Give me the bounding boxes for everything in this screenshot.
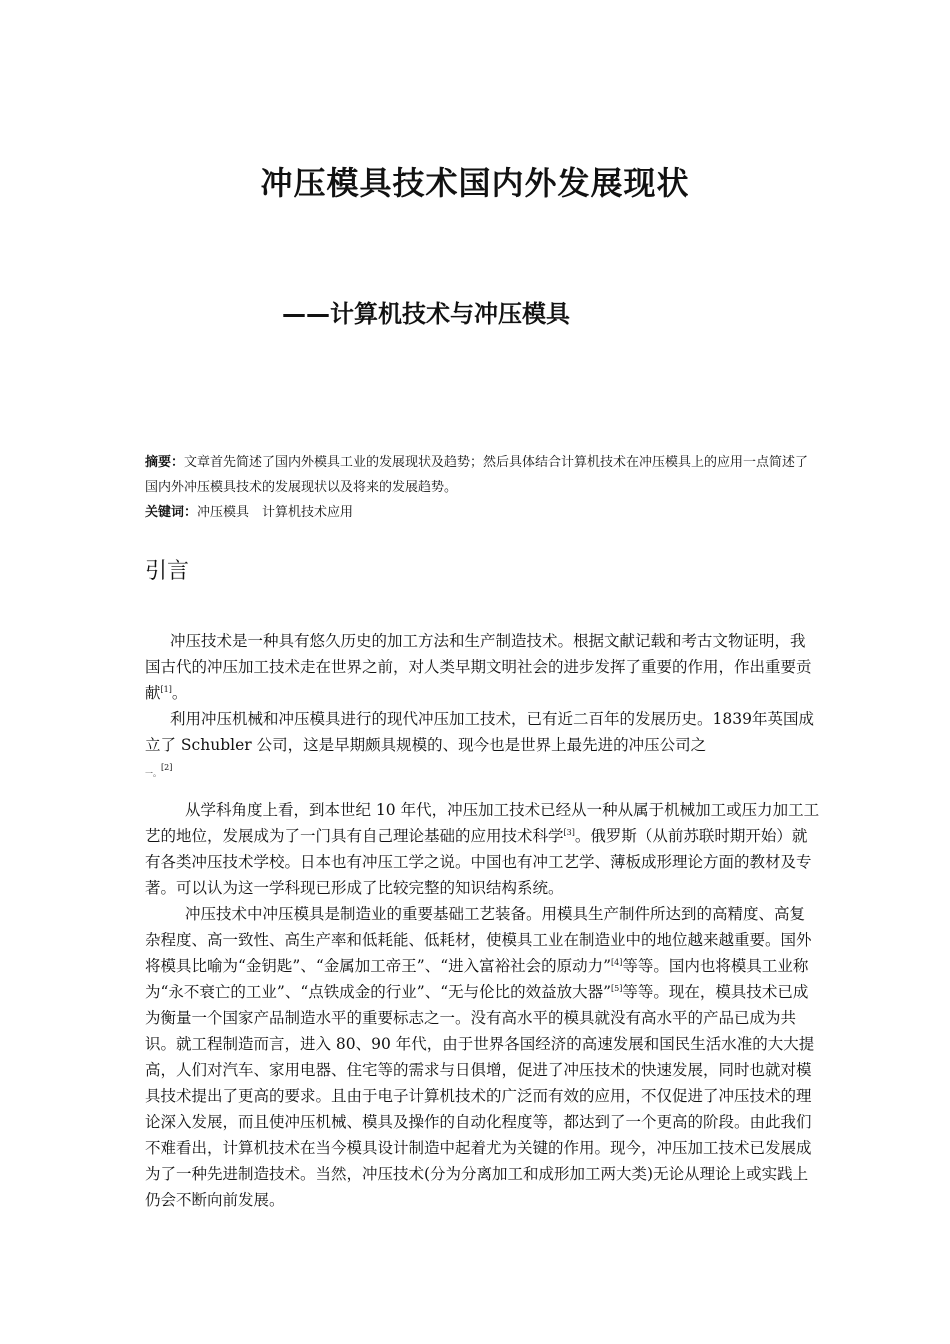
body-text <box>145 628 820 1213</box>
paragraph-1 <box>145 628 820 706</box>
paragraph-2 <box>145 706 820 787</box>
paragraph-4-mid: 等等。国内也将模具工业称为“永不衰亡的工业”、“点铁成金的行业”、“无与伦比的效益放大器” <box>145 957 809 1001</box>
paragraph-4 <box>145 901 820 1213</box>
paragraph-2-text: 利用冲压机械和冲压模具进行的现代冲压加工技术，已有近二百年的发展历史。1839年英国成立了 Schubler 公司，这是早期颇具规模的、现今也是世界上最先进的冲压公司之 <box>145 710 814 754</box>
paragraph-3-text: 从学科角度上看，到本世纪 10 年代，冲压加工技术已经从一种从属于机械加工或压力加工工艺的地位，发展成为了一门具有自己理论基础的应用技术科学 <box>145 801 820 845</box>
paragraph-1-text: 冲压技术是一种具有悠久历史的加工方法和生产制造技术。根据文献记载和考古文物证明，我国古代的冲压加工技术走在世界之前，对人类早期文明社会的进步发挥了重要的作用，作出重要贡献 <box>145 632 812 702</box>
paragraph-4-rest: 等等。现在，模具技术已成为衡量一个国家产品制造水平的重要标志之一。没有高水平的模具就没有高水平的产品已成为共识。就工程制造而言，进入 80、90 年代，由于世界各国经济的高速发展和国民生活水准的大大提高，人们对汽车、家用电器、住宅等的需求与日俱增，促进了冲压技术的快速发展，同时也就对模具技术提出了更高的要求。且由于电子计算机技术的广泛而有效的应用，不仅促进了冲压技术的理论深入发展，而且使冲压机械、模具及操作的自动化程度等，都达到了一个更高的阶段。由此我们不难看出，计算机技术在当今模具设计制造中起着尤为关键的作用。现今，冲压加工技术已发展成为了一种先进制造技术。当然，冲压技术(分为分离加工和成形加工两大类)无论从理论上或实践上仍会不断向前发展。 <box>145 983 815 1209</box>
document-title: 冲压模具技术国内外发展现状 <box>260 164 690 202</box>
paragraph-2-tail: 一。 <box>145 769 161 778</box>
citation-2: [2] <box>161 762 173 772</box>
keywords-label: 关键词： <box>145 505 198 520</box>
abstract-block <box>145 450 815 525</box>
section-heading: 引言 <box>145 559 190 584</box>
abstract-label: 摘要： <box>145 455 185 470</box>
citation-5: [5] <box>611 983 623 993</box>
citation-4: [4] <box>611 957 623 967</box>
abstract <box>145 450 815 500</box>
abstract-text: 文章首先简述了国内外模具工业的发展现状及趋势；然后具体结合计算机技术在冲压模具上的应用一点简述了国内外冲压模具技术的发展现状以及将来的发展趋势。 <box>145 455 809 495</box>
paragraph-4-text: 冲压技术中冲压模具是制造业的重要基础工艺装备。用模具生产制件所达到的高精度、高复杂程度、高一致性、高生产率和低耗能、低耗材，使模具工业在制造业中的地位越来越重要。国外将模具比喻为“金钥匙”、“金属加工帝王”、“进入富裕社会的原动力” <box>145 905 812 975</box>
citation-3: [3] <box>563 827 575 837</box>
document-subtitle: ——计算机技术与冲压模具 <box>282 300 570 328</box>
paragraph-3-rest: 。俄罗斯（从前苏联时期开始）就有各类冲压技术学校。日本也有冲压工学之说。中国也有冲工艺学、薄板成形理论方面的教材及专著。可以认为这一学科现已形成了比较完整的知识结构系统。 <box>145 827 812 897</box>
citation-1: [1] <box>160 684 172 694</box>
paragraph-1-end: 。 <box>171 684 188 702</box>
keywords <box>145 500 815 525</box>
paragraph-3 <box>145 797 820 901</box>
keywords-text: 冲压模具 计算机技术应用 <box>197 505 354 520</box>
